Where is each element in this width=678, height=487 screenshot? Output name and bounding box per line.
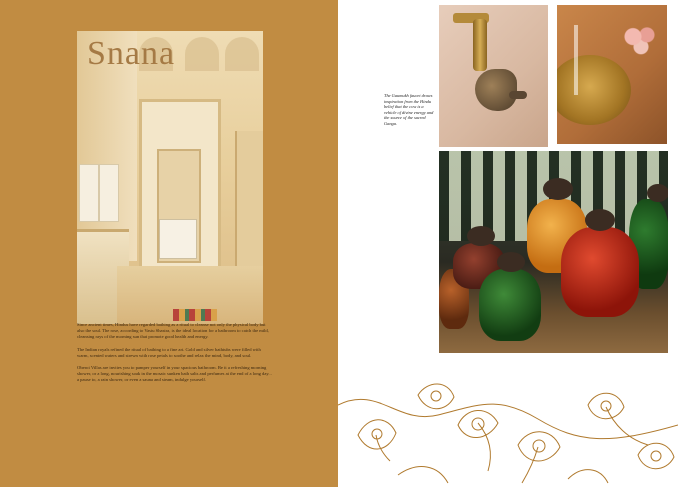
paragraph-3: Oberoi Villas are invites you to pamper yourself in your spacious bathroom. Be it a refreshing morning shower, or a long, nourishing soak in the mosaic sunken bath salts and perfumes at the end of a long day... a pause to, a rain shower, or even a sauna and steam, indulge yourself.	[77, 365, 272, 383]
photo-caption: The Gaumukh faucet draws inspiration from the Hindu belief that the cow is a vehicle of divine energy and the source of the sacred Ganga.	[384, 93, 434, 126]
glass-bottles-photo	[439, 151, 668, 353]
paragraph-1: Since ancient times, Hindus have regarded bathing as a ritual to cleanse not only the physical body but also the soul. The rose, according to Vastu Shastra, is the ideal location for a bathroom to catch the mild, cleansing rays of the morning sun that promote good health and energy.	[77, 322, 269, 340]
basin-photo	[557, 5, 667, 144]
body-text	[77, 322, 273, 390]
left-page	[0, 0, 338, 487]
right-page	[338, 0, 678, 487]
paragraph-2: The Indian royals refined the ritual of bathing to a fine art. Gold and silver bathtubs were filled with warm, scented waters and strewn with rose petals to soothe and relax the mind, body, and soul.	[77, 346, 261, 358]
page-title: Snana	[87, 35, 176, 72]
faucet-photo	[439, 5, 548, 147]
hero-bathroom-photo	[77, 31, 263, 324]
floral-ornament-icon	[338, 375, 678, 487]
